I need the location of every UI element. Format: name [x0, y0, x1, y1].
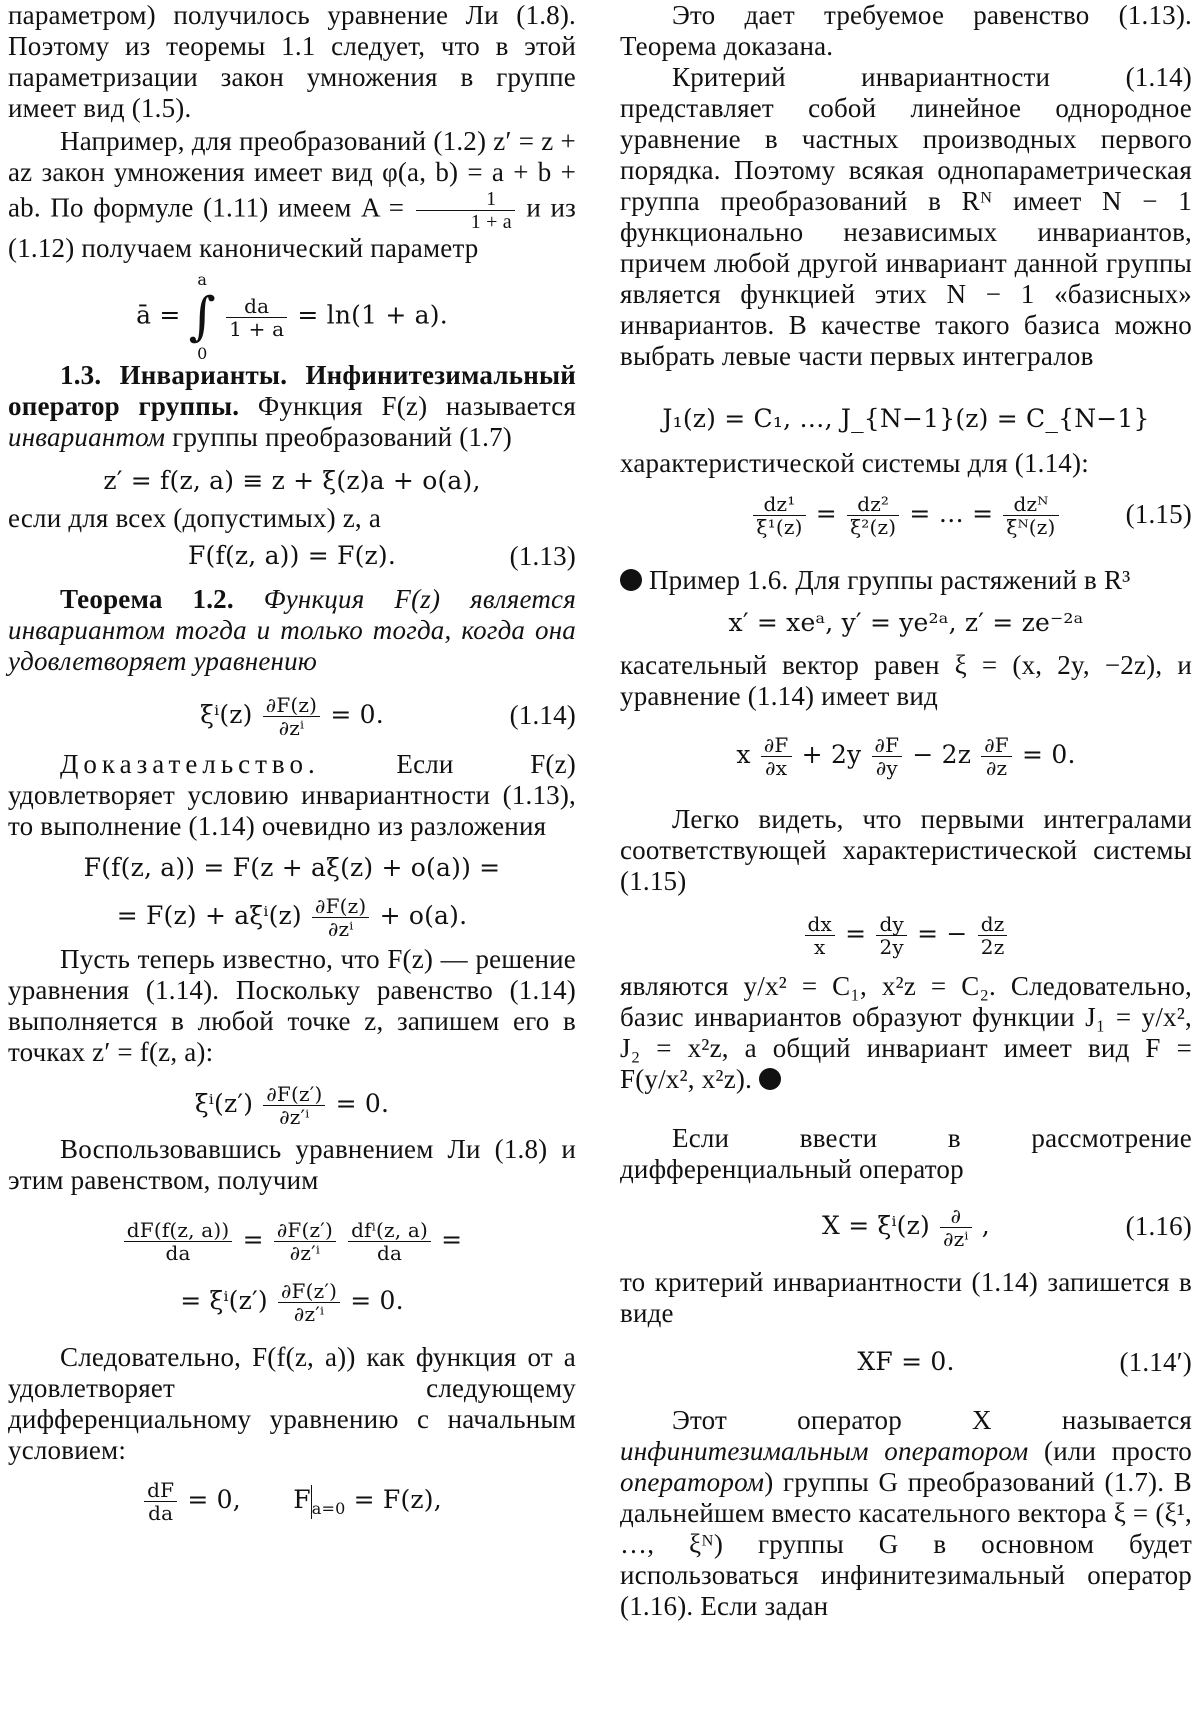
equation-1-13: [8, 534, 576, 578]
fraction: [1003, 493, 1058, 538]
equation-ode: [8, 1472, 576, 1528]
lower-limit: 0: [197, 344, 208, 363]
equation-part: ,: [981, 1211, 990, 1240]
section-paragraph: [8, 360, 576, 453]
section-heading: 1.3. Инварианты. Инфинитезимальный оператор группы.: [8, 360, 576, 421]
equation-expansion-2: [8, 888, 576, 944]
denominator: 1 + a: [229, 316, 285, 341]
example-title: Пример 1.6.: [648, 565, 789, 595]
paragraph: касательный вектор равен ξ = (x, 2y, −2z), и уравнение (1.14) имеет вид: [620, 650, 1192, 711]
equation-part: = F(z),: [353, 1485, 442, 1514]
denominator: ξ¹(z): [756, 515, 803, 539]
equation-characteristic: $\frac{dx}{x}$ = $\frac{dy}{2y}$ = − $\frac{dz}{2z}$: [620, 903, 1192, 965]
equals-sign: =: [441, 1225, 463, 1254]
paragraph: [8, 126, 576, 264]
text: Этот оператор X называется: [672, 1405, 1192, 1435]
equation-part: = 0,: [187, 1485, 241, 1514]
text: Если F(z) удовлетворяет условию инвариантности (1.13), то выполнение (1.14) очевидно из разложения: [8, 749, 576, 841]
text: и из (1.12) получаем канонический параметр: [8, 192, 576, 263]
fraction: [124, 1219, 233, 1264]
equation-derivative-1: [8, 1210, 576, 1270]
denominator: 1 + a: [470, 211, 512, 233]
paragraph: Легко видеть, что первыми интегралами соответствующей характеристической системы (1.15): [620, 804, 1192, 896]
denominator: da: [165, 1241, 191, 1265]
denominator: ∂z′ⁱ: [293, 1302, 325, 1326]
fraction: [940, 1205, 972, 1250]
term: оператором: [620, 1467, 765, 1497]
denominator: ∂y: [875, 756, 898, 780]
text: группы преобразований (1.7): [172, 422, 512, 452]
equation-number: (1.16): [1125, 1211, 1192, 1241]
fraction: [274, 1219, 336, 1264]
fraction: [847, 493, 899, 538]
equals-sign: =: [242, 1225, 264, 1254]
text: ) группы G преобразований (1.7). В дальнейшем вместо касательного вектора ξ = (ξ¹, …, ξᴺ) группы G в основном будет использоваться инфинитезимальный оператор (1.16). Если задан: [620, 1467, 1192, 1621]
equation-part: F: [293, 1485, 311, 1514]
denominator: da: [148, 1501, 174, 1525]
numerator: ∂F(z′): [274, 1219, 336, 1242]
denominator: ∂zⁱ: [327, 917, 354, 941]
paragraph: Пусть теперь известно, что F(z) — решение уравнения (1.14). Поскольку равенство (1.14) выполняется в любой точке z, запишем его в точках z′ = f(z, a):: [8, 944, 576, 1067]
equation-lhs: ā =: [136, 300, 181, 330]
numerator: dz: [978, 913, 1008, 936]
fraction: [805, 913, 835, 958]
proof: [8, 749, 576, 842]
numerator: ∂F(z): [263, 694, 320, 717]
paragraph: [620, 971, 1192, 1095]
equation-group-transform: z′ = f(z, a) ≡ z + ξ(z)a + o(a),: [103, 466, 481, 495]
paragraph: если для всех (допустимых) z, a: [8, 503, 382, 533]
fraction: [312, 895, 369, 940]
equation-part: x: [736, 740, 751, 769]
denominator: x: [814, 935, 826, 959]
equation-body: XF = 0.: [857, 1347, 955, 1376]
denominator: 2z: [980, 935, 1005, 959]
equation-number: (1.14): [509, 700, 576, 730]
equation-1-15: $\frac{\text{dz¹}}{\text{ξ¹(z)}}$ = $\frac{\text{dz²}}{\text{ξ²(z)}}$ = … = $\frac{\text{dzᴺ}}{\text{ξᴺ(z)}}$ (1.15): [620, 483, 1192, 545]
fraction: [263, 694, 320, 739]
theorem: [8, 584, 576, 677]
text: (или просто: [1044, 1436, 1192, 1466]
numerator: dF: [144, 1479, 177, 1502]
equation-number: (1.13): [509, 541, 576, 571]
numerator: ∂F: [761, 734, 792, 757]
equation-part: = 0.: [335, 1089, 390, 1118]
equation-pde: [620, 724, 1192, 786]
proof-label: Доказательство.: [60, 749, 320, 779]
numerator: ∂F: [872, 734, 903, 757]
denominator: ξ²(z): [850, 515, 897, 539]
equation-part: ξⁱ(z′): [194, 1089, 254, 1118]
fraction: [416, 188, 515, 233]
denominator: 2y: [879, 935, 904, 959]
numerator: ∂F(z′): [278, 1280, 340, 1303]
numerator: ∂F(z): [312, 895, 369, 918]
right-column: [620, 0, 1192, 1622]
denominator: ∂z′ⁱ: [279, 1105, 310, 1129]
paragraph: Воспользовавшись уравнением Ли (1.8) и этим равенством, получим: [8, 1134, 576, 1195]
equation-part: + 2y: [801, 740, 862, 769]
equation-expansion-1: F(f(z, a)) = F(z + aξ(z) + o(a)) =: [83, 853, 501, 882]
denominator: ∂z: [985, 756, 1008, 780]
numerator: dx: [805, 913, 835, 936]
fraction: [981, 734, 1012, 779]
text: являются y/x² = C₁, x²z = C₂. Следовательно, базис инвариантов образуют функции J₁ = y/x², J₂ = x²z, а общий инвариант имеет вид F = F(y/x², x²z).: [620, 971, 1192, 1094]
equation-at-points: [8, 1074, 576, 1134]
equation-part: = 0.: [330, 700, 384, 729]
equation-part: − 2z: [912, 740, 972, 769]
denominator: ξᴺ(z): [1006, 515, 1056, 539]
numerator: dzᴺ: [1003, 493, 1058, 516]
term: инвариантом: [8, 422, 166, 452]
paragraph: характеристической системы для (1.14):: [620, 448, 1089, 478]
equation-part: + o(a).: [379, 901, 468, 930]
paragraph: Это дает требуемое равенство (1.13). Теорема доказана.: [620, 0, 1192, 61]
example-start-bullet-icon: [620, 569, 642, 591]
equation-part: X = ξⁱ(z): [822, 1211, 930, 1240]
denominator: da: [376, 1241, 403, 1265]
paragraph: то критерий инвариантности (1.14) запишется в виде: [620, 1267, 1192, 1328]
fraction: [226, 295, 287, 340]
denominator: ∂zⁱ: [943, 1227, 969, 1251]
fraction: [753, 493, 805, 538]
fraction: [978, 913, 1008, 958]
numerator: dy: [876, 913, 907, 936]
paragraph: [620, 1405, 1192, 1622]
denominator: ∂zⁱ: [278, 716, 305, 740]
term: инфинитезимальным оператором: [620, 1436, 1029, 1466]
equation-1-16: [620, 1195, 1192, 1257]
equation-first-integrals: J₁(z) = C₁, …, J_{N−1}(z) = C_{N−1}: [662, 404, 1150, 433]
numerator: ∂F(z′): [263, 1083, 325, 1106]
text: Например, для преобразований (1.2) z′ = z + az закон умножения имеет вид φ(a, b) = a + b + ab. По формуле (1.11) имеем A =: [8, 126, 576, 223]
fraction: [876, 913, 907, 958]
equation-part: = −: [917, 919, 968, 948]
integral: a ∫ 0: [188, 270, 216, 363]
example: [620, 565, 1192, 596]
equation-number: (1.14′): [1119, 1347, 1192, 1377]
fraction: [144, 1479, 177, 1524]
numerator: ∂F: [981, 734, 1012, 757]
theorem-title: Теорема 1.2.: [60, 584, 234, 614]
example-end-bullet-icon: [759, 1068, 781, 1090]
theorem-statement: Функция F(z) является инвариантом тогда и только тогда, когда она удовлетворяет уравнению: [8, 584, 576, 676]
equation-part: = … =: [909, 499, 994, 528]
fraction: [263, 1083, 325, 1128]
denominator: ∂z′ⁱ: [289, 1241, 321, 1265]
paragraph: Следовательно, F(f(z, a)) как функция от a удовлетворяет следующему дифференциальному уравнению с начальным условием:: [8, 1342, 576, 1465]
upper-limit: a: [197, 270, 208, 289]
paragraph: параметром) получилось уравнение Ли (1.8). Поэтому из теоремы 1.1 следует, что в этой параметризации закон умножения в группе имеет вид (1.5).: [8, 0, 576, 123]
numerator: dF(f(z, a)): [124, 1219, 233, 1242]
equation-derivative-2: [8, 1270, 576, 1332]
equation-number: (1.15): [1125, 499, 1192, 529]
fraction: [278, 1280, 340, 1325]
equation-1-14: [8, 685, 576, 745]
equation-1-14-prime: [620, 1337, 1192, 1387]
numerator: da: [226, 295, 287, 318]
numerator: dz²: [847, 493, 899, 516]
equation-dilation: x′ = xeᵃ, y′ = ye²ᵃ, z′ = ze⁻²ᵃ: [728, 608, 1084, 637]
subscript: a=0: [311, 1499, 346, 1518]
equation-part: = ξⁱ(z′): [180, 1286, 268, 1315]
equation-body: F(f(z, a)) = F(z).: [188, 541, 396, 570]
left-column: [8, 0, 576, 1528]
numerator: dfⁱ(z, a): [348, 1219, 431, 1242]
fraction: [872, 734, 903, 779]
numerator: 1: [416, 188, 515, 211]
equation-part: = 0.: [350, 1286, 404, 1315]
numerator: ∂: [940, 1205, 972, 1228]
paragraph: Если ввести в рассмотрение дифференциальный оператор: [620, 1123, 1192, 1184]
fraction: [761, 734, 792, 779]
equation-part: ξⁱ(z): [200, 700, 253, 729]
equation-rhs: = ln(1 + a).: [297, 300, 448, 330]
equation-part: = 0.: [1022, 740, 1076, 769]
equation-canonical-parameter: [8, 270, 576, 363]
equation-part: = F(z) + aξⁱ(z): [116, 901, 302, 930]
fraction: [348, 1219, 431, 1264]
text: Функция F(z) называется: [257, 391, 576, 421]
numerator: dz¹: [753, 493, 805, 516]
text: Для группы растяжений в R³: [795, 565, 1131, 595]
paragraph: Критерий инвариантности (1.14) представляет собой линейное однородное уравнение в частных производных первого порядка. Поэтому всякая однопараметрическая группа преобразований в Rᴺ имеет N − 1 функционально независимых инвариантов, причем любой другой инвариант данной группы является функцией этих N − 1 «базисных» инвариантов. В качестве такого базиса можно выбрать левые части первых интегралов: [620, 62, 1192, 371]
denominator: ∂x: [765, 756, 788, 780]
